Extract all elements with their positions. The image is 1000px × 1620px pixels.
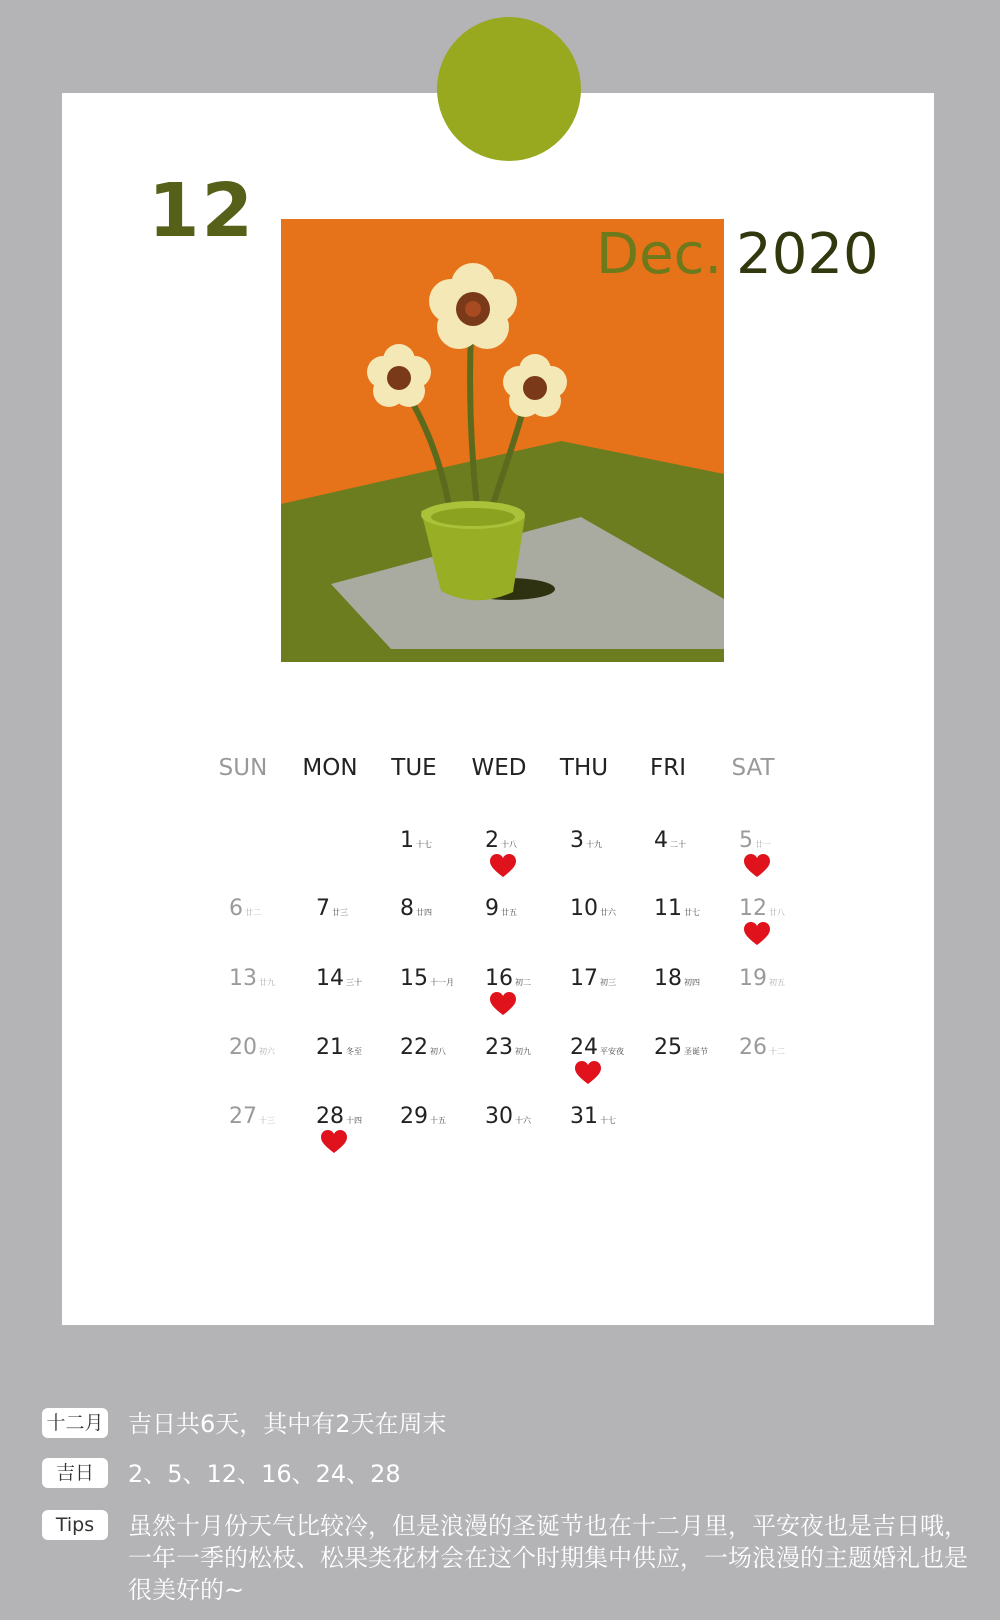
day-cell[interactable] <box>570 1104 616 1144</box>
day-number: 17 <box>570 966 598 991</box>
day-number: 19 <box>739 966 767 991</box>
tips-row <box>42 1510 968 1606</box>
lunar-date: 廿六 <box>600 908 616 917</box>
weekday-mon: MON <box>302 755 358 781</box>
lunar-date: 初三 <box>600 978 616 987</box>
day-number: 7 <box>316 896 330 921</box>
tips-text: 虽然十月份天气比较冷，但是浪漫的圣诞节也在十二月里，平安夜也是吉日哦，一年一季的松枝、松果类花材会在这个时期集中供应，一场浪漫的主题婚礼也是很美好的~ <box>128 1512 968 1604</box>
day-cell[interactable] <box>485 1035 531 1075</box>
lunar-date: 十一月 <box>430 978 454 987</box>
tips-tag: Tips <box>42 1510 108 1540</box>
weekday-wed: WED <box>471 755 527 781</box>
month-year-title <box>596 222 879 287</box>
day-number: 9 <box>485 896 499 921</box>
year: 2020 <box>736 222 879 287</box>
day-number: 6 <box>229 896 243 921</box>
month-abbr: Dec. <box>596 222 723 287</box>
lucky-heart-icon <box>744 922 770 946</box>
day-number: 5 <box>739 828 753 853</box>
day-number: 13 <box>229 966 257 991</box>
lucky-heart-icon <box>321 1130 347 1154</box>
lunar-date: 十三 <box>259 1116 275 1125</box>
day-number: 23 <box>485 1035 513 1060</box>
day-number: 27 <box>229 1104 257 1129</box>
day-cell[interactable] <box>316 1035 362 1075</box>
lucky-heart-icon <box>575 1061 601 1085</box>
weekday-thu: THU <box>559 755 609 781</box>
lunar-date: 初二 <box>515 978 531 987</box>
day-cell[interactable] <box>316 966 362 1006</box>
lunar-date: 十七 <box>416 840 432 849</box>
day-cell[interactable] <box>654 896 700 936</box>
weekday-fri: FRI <box>650 755 686 781</box>
weekday-sat: SAT <box>731 755 775 781</box>
day-number: 26 <box>739 1035 767 1060</box>
day-cell[interactable] <box>229 966 275 1006</box>
lunar-date: 二十 <box>670 840 686 849</box>
day-cell[interactable] <box>400 828 432 868</box>
lunar-date: 十九 <box>586 840 602 849</box>
lunar-date: 十五 <box>430 1116 446 1125</box>
lucky-heart-icon <box>490 854 516 878</box>
day-number: 8 <box>400 896 414 921</box>
month-number: 12 <box>148 168 255 254</box>
lunar-date: 初六 <box>259 1047 275 1056</box>
day-number: 12 <box>739 896 767 921</box>
day-number: 14 <box>316 966 344 991</box>
lunar-date: 廿三 <box>332 908 348 917</box>
day-cell[interactable] <box>654 828 686 868</box>
day-number: 3 <box>570 828 584 853</box>
day-cell[interactable] <box>739 1035 785 1075</box>
lunar-date: 廿九 <box>259 978 275 987</box>
day-cell[interactable] <box>400 1035 446 1075</box>
day-number: 25 <box>654 1035 682 1060</box>
lucky-days-row <box>42 1458 968 1490</box>
day-number: 28 <box>316 1104 344 1129</box>
day-number: 20 <box>229 1035 257 1060</box>
day-cell[interactable] <box>400 896 432 936</box>
lunar-date: 三十 <box>346 978 362 987</box>
lucky-tag: 吉日 <box>42 1458 108 1488</box>
lunar-date: 廿四 <box>416 908 432 917</box>
day-number: 10 <box>570 896 598 921</box>
day-number: 18 <box>654 966 682 991</box>
lunar-date: 初五 <box>769 978 785 987</box>
day-number: 1 <box>400 828 414 853</box>
pin-dot <box>437 17 581 161</box>
day-cell[interactable] <box>654 1035 708 1075</box>
lunar-date: 廿七 <box>684 908 700 917</box>
day-cell[interactable] <box>570 896 616 936</box>
lunar-date: 廿八 <box>769 908 785 917</box>
month-summary-row <box>42 1408 968 1440</box>
day-number: 11 <box>654 896 682 921</box>
month-summary-text: 吉日共6天，其中有2天在周末 <box>128 1410 447 1438</box>
day-number: 30 <box>485 1104 513 1129</box>
day-cell[interactable] <box>570 828 602 868</box>
day-cell[interactable] <box>400 1104 446 1144</box>
day-cell[interactable] <box>570 966 616 1006</box>
lunar-date: 初四 <box>684 978 700 987</box>
lunar-date: 圣诞节 <box>684 1047 708 1056</box>
day-number: 22 <box>400 1035 428 1060</box>
day-cell[interactable] <box>485 896 517 936</box>
lucky-heart-icon <box>744 854 770 878</box>
day-cell[interactable] <box>229 896 261 936</box>
day-number: 16 <box>485 966 513 991</box>
day-number: 4 <box>654 828 668 853</box>
day-cell[interactable] <box>316 896 348 936</box>
lunar-date: 十六 <box>515 1116 531 1125</box>
lucky-heart-icon <box>490 992 516 1016</box>
lucky-days-text: 2、5、12、16、24、28 <box>128 1460 401 1488</box>
day-cell[interactable] <box>485 1104 531 1144</box>
lunar-date: 初八 <box>430 1047 446 1056</box>
day-cell[interactable] <box>229 1035 275 1075</box>
lunar-date: 廿五 <box>501 908 517 917</box>
weekday-tue: TUE <box>391 755 437 781</box>
month-tag: 十二月 <box>42 1408 108 1438</box>
day-number: 29 <box>400 1104 428 1129</box>
day-cell[interactable] <box>654 966 700 1006</box>
day-number: 2 <box>485 828 499 853</box>
lunar-date: 冬至 <box>346 1047 362 1056</box>
day-number: 21 <box>316 1035 344 1060</box>
lunar-date: 十八 <box>501 840 517 849</box>
weekday-sun: SUN <box>218 755 268 781</box>
lunar-date: 廿一 <box>755 840 771 849</box>
lunar-date: 廿二 <box>245 908 261 917</box>
day-cell[interactable] <box>739 966 785 1006</box>
lunar-date: 平安夜 <box>600 1047 624 1056</box>
day-cell[interactable] <box>229 1104 275 1144</box>
day-cell[interactable] <box>400 966 454 1006</box>
day-number: 31 <box>570 1104 598 1129</box>
lunar-date: 十四 <box>346 1116 362 1125</box>
lunar-date: 初九 <box>515 1047 531 1056</box>
day-number: 15 <box>400 966 428 991</box>
lunar-date: 十二 <box>769 1047 785 1056</box>
lunar-date: 十七 <box>600 1116 616 1125</box>
day-number: 24 <box>570 1035 598 1060</box>
